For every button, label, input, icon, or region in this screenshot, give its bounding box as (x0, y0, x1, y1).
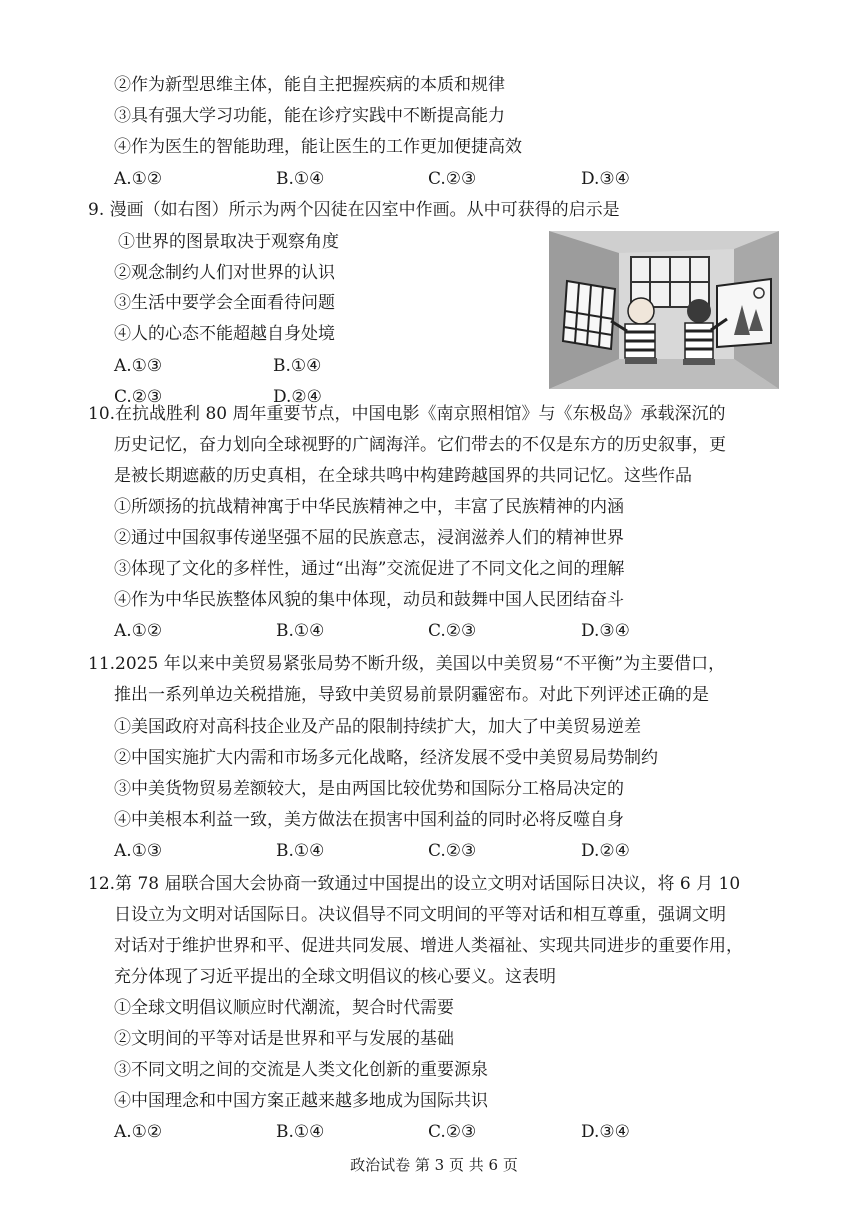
q10-stem-line-2: 历史记忆，奋力划向全球视野的广阔海洋。它们带去的不仅是东方的历史叙事，更 (114, 435, 726, 455)
q9-option-b: B.①④ (273, 356, 322, 376)
q10-option-d: D.③④ (581, 621, 630, 641)
q8-option-a: A.①② (114, 169, 163, 189)
q12-option-c: C.②③ (428, 1122, 477, 1142)
q12-stem-line-4: 充分体现了习近平提出的全球文明倡议的核心要义。这表明 (114, 967, 556, 987)
q8-statement-3: ③具有强大学习功能，能在诊疗实践中不断提高能力 (114, 106, 505, 126)
q12-statement-4: ④中国理念和中国方案正越来越多地成为国际共识 (114, 1091, 488, 1111)
q9-option-d: D.②④ (273, 387, 322, 407)
q9-statement-2: ②观念制约人们对世界的认识 (114, 263, 335, 283)
q11-statement-1: ①美国政府对高科技企业及产品的限制持续扩大，加大了中美贸易逆差 (114, 717, 641, 737)
q12-statement-1: ①全球文明倡议顺应时代潮流，契合时代需要 (114, 998, 454, 1018)
page-footer: 政治试卷 第 3 页 共 6 页 (350, 1156, 518, 1174)
q12-option-d: D.③④ (581, 1122, 630, 1142)
cartoon-prisoners-painting-image (549, 231, 779, 389)
q10-stem-line-1: 10.在抗战胜利 80 周年重要节点，中国电影《南京照相馆》与《东极岛》承载深沉的 (88, 404, 726, 424)
q10-option-a: A.①② (114, 621, 163, 641)
q12-statement-2: ②文明间的平等对话是世界和平与发展的基础 (114, 1029, 454, 1049)
q9-statement-1: ①世界的图景取决于观察角度 (118, 232, 339, 252)
q11-statement-2: ②中国实施扩大内需和市场多元化战略，经济发展不受中美贸易局势制约 (114, 748, 658, 768)
q9-statement-4: ④人的心态不能超越自身处境 (114, 324, 335, 344)
q12-option-b: B.①④ (276, 1122, 325, 1142)
q10-statement-3: ③体现了文化的多样性，通过“出海”交流促进了不同文化之间的理解 (114, 559, 625, 579)
q10-option-b: B.①④ (276, 621, 325, 641)
q9-option-c: C.②③ (114, 387, 163, 407)
q11-option-d: D.②④ (581, 841, 630, 861)
q8-option-d: D.③④ (581, 169, 630, 189)
q8-option-c: C.②③ (428, 169, 477, 189)
q9-stem: 9. 漫画（如右图）所示为两个囚徒在囚室中作画。从中可获得的启示是 (88, 200, 620, 220)
q12-stem-line-3: 对话对于维护世界和平、促进共同发展、增进人类福祉、实现共同进步的重要作用， (114, 936, 743, 956)
q12-stem-line-1: 12.第 78 届联合国大会协商一致通过中国提出的设立文明对话国际日决议，将 6 月 10 (88, 874, 741, 894)
q9-statement-3: ③生活中要学会全面看待问题 (114, 293, 335, 313)
q12-stem-line-2: 日设立为文明对话国际日。决议倡导不同文明间的平等对话和相互尊重，强调文明 (114, 905, 726, 925)
q12-option-a: A.①② (114, 1122, 163, 1142)
q10-statement-1: ①所颂扬的抗战精神寓于中华民族精神之中，丰富了民族精神的内涵 (114, 497, 624, 517)
q10-option-c: C.②③ (428, 621, 477, 641)
q10-statement-2: ②通过中国叙事传递坚强不屈的民族意志，浸润滋养人们的精神世界 (114, 528, 624, 548)
q8-option-b: B.①④ (276, 169, 325, 189)
q10-stem-line-3: 是被长期遮蔽的历史真相，在全球共鸣中构建跨越国界的共同记忆。这些作品 (114, 466, 692, 486)
q8-statement-2: ②作为新型思维主体，能自主把握疾病的本质和规律 (114, 75, 505, 95)
q8-statement-4: ④作为医生的智能助理，能让医生的工作更加便捷高效 (114, 137, 522, 157)
q11-statement-3: ③中美货物贸易差额较大，是由两国比较优势和国际分工格局决定的 (114, 779, 624, 799)
q11-option-c: C.②③ (428, 841, 477, 861)
q11-stem-line-1: 11.2025 年以来中美贸易紧张局势不断升级，美国以中美贸易“不平衡”为主要借口， (88, 654, 726, 674)
q11-option-b: B.①④ (276, 841, 325, 861)
q11-statement-4: ④中美根本利益一致，美方做法在损害中国利益的同时必将反噬自身 (114, 810, 624, 830)
q12-statement-3: ③不同文明之间的交流是人类文化创新的重要源泉 (114, 1060, 488, 1080)
q9-option-a: A.①③ (114, 356, 163, 376)
q10-statement-4: ④作为中华民族整体风貌的集中体现，动员和鼓舞中国人民团结奋斗 (114, 590, 624, 610)
q11-stem-line-2: 推出一系列单边关税措施，导致中美贸易前景阴霾密布。对此下列评述正确的是 (114, 685, 709, 705)
q11-option-a: A.①③ (114, 841, 163, 861)
